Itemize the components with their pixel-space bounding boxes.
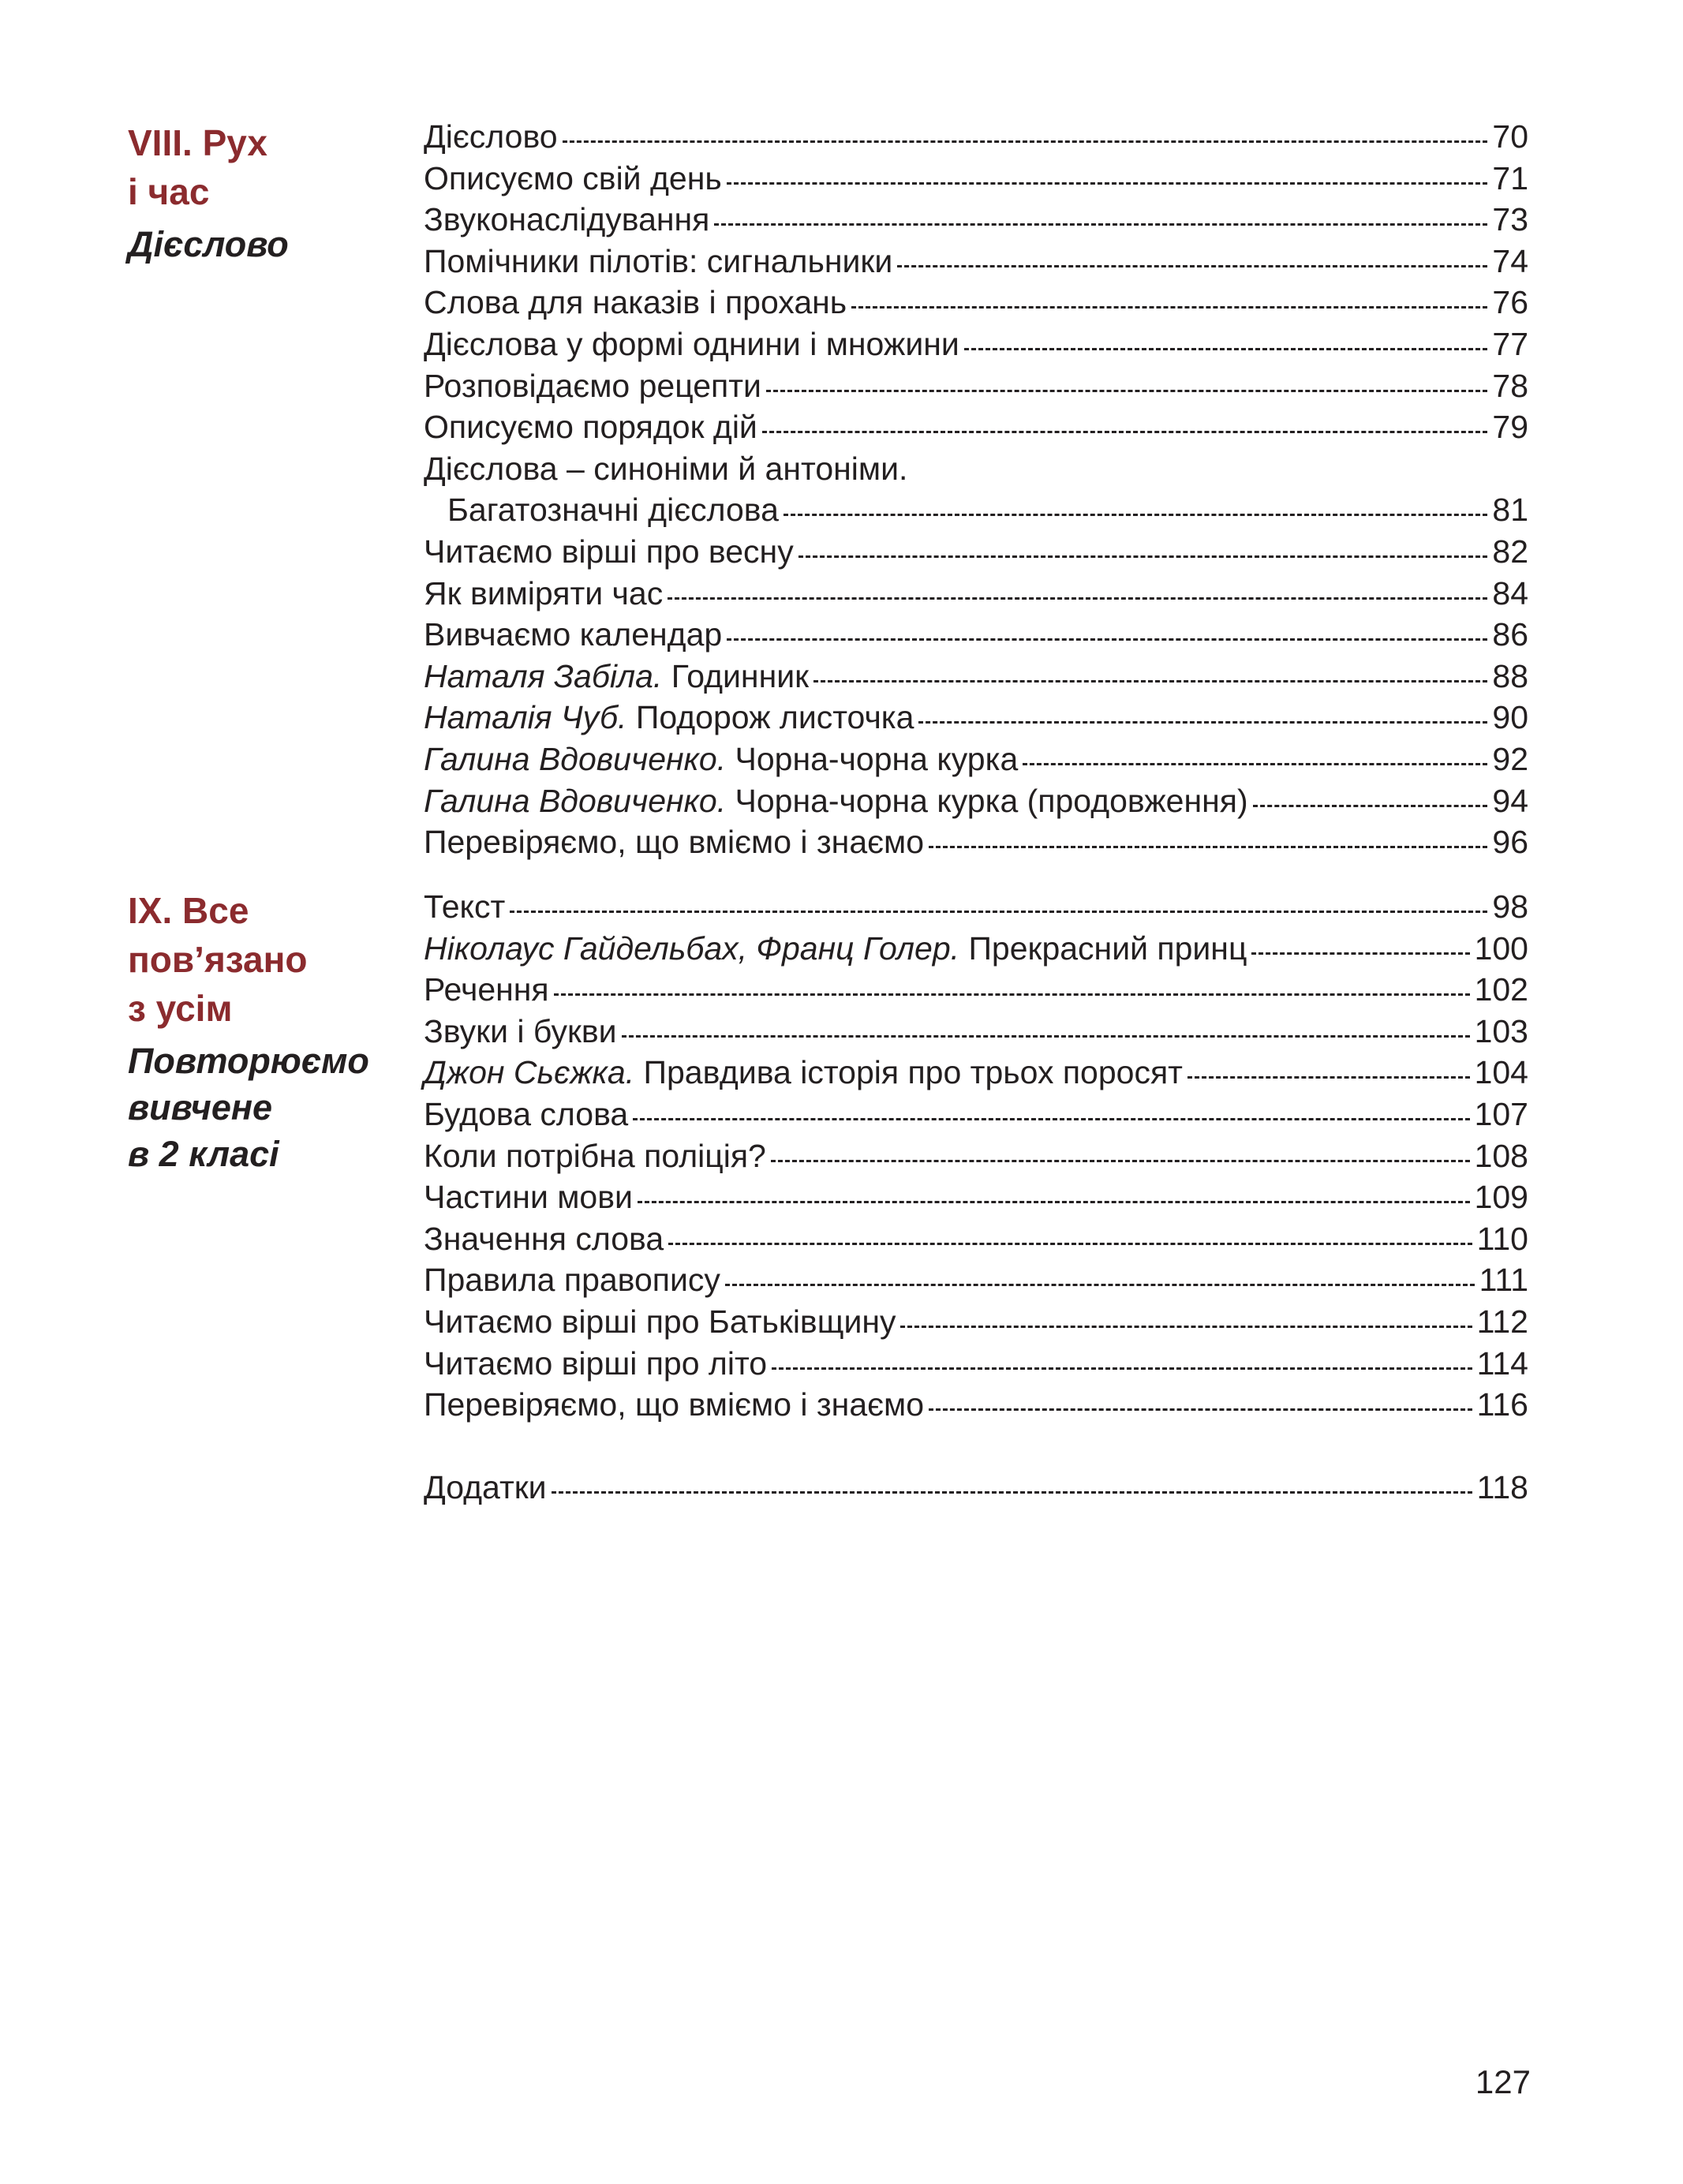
toc-entry[interactable] xyxy=(424,699,1528,741)
toc-entry[interactable] xyxy=(424,1138,1528,1180)
section-title: VIII. Рух і час xyxy=(128,122,267,212)
dot-leader xyxy=(813,680,1487,682)
dot-leader xyxy=(929,1408,1472,1411)
toc-entry-page: 79 xyxy=(1492,409,1528,446)
toc-entry[interactable] xyxy=(424,1096,1528,1138)
toc-entry-text xyxy=(424,1345,767,1382)
toc-entry-title: Звуки і букви xyxy=(424,1012,617,1049)
toc-entry[interactable] xyxy=(424,1386,1528,1428)
toc-entry-page: 71 xyxy=(1492,159,1528,196)
toc-entry[interactable] xyxy=(424,284,1528,326)
dot-leader xyxy=(918,721,1487,724)
toc-entry-text xyxy=(424,930,1247,967)
toc-entry[interactable] xyxy=(424,575,1528,617)
toc-entry-page: 86 xyxy=(1492,616,1528,653)
dot-leader xyxy=(1187,1076,1470,1079)
dot-leader xyxy=(552,1491,1472,1494)
toc-entry[interactable] xyxy=(424,1221,1528,1262)
dot-leader xyxy=(668,597,1487,600)
toc-entry[interactable] xyxy=(424,783,1528,825)
toc-entry[interactable] xyxy=(424,160,1528,202)
toc-entry-page: 111 xyxy=(1479,1262,1528,1299)
toc-entry-title: Додатки xyxy=(424,1469,547,1505)
toc-entry-page: 110 xyxy=(1476,1220,1528,1257)
toc-entry-title: Речення xyxy=(424,971,549,1008)
toc-entry-title: Правдива історія про трьох поросят xyxy=(643,1054,1183,1091)
section-8-toc xyxy=(424,118,1528,866)
toc-entry[interactable] xyxy=(424,533,1528,575)
toc-entry-text xyxy=(424,1386,924,1423)
dot-leader xyxy=(784,514,1487,516)
toc-entry-text xyxy=(424,243,892,280)
toc-entry-page: 74 xyxy=(1492,242,1528,279)
toc-entry-author: Ніколаус Гайдельбах, Франц Голер. xyxy=(424,929,960,967)
toc-entry-text xyxy=(424,1221,664,1258)
toc-entry-text xyxy=(424,1138,766,1175)
toc-entry-page: 107 xyxy=(1474,1095,1528,1132)
toc-entry-title: Помічники пілотів: сигнальники xyxy=(424,242,893,279)
toc-entry-appendix[interactable] xyxy=(424,1469,1528,1511)
toc-entry[interactable] xyxy=(424,1303,1528,1345)
toc-entry-page: 118 xyxy=(1476,1469,1528,1505)
toc-entry-text xyxy=(424,201,709,238)
toc-entry-title: Чорна-чорна курка (продовження) xyxy=(735,782,1248,819)
page-number: 127 xyxy=(1475,2063,1531,2100)
dot-leader xyxy=(762,431,1488,433)
toc-entry-author: Джон Сьєжка. xyxy=(424,1054,635,1091)
toc-entry-title: Прекрасний принц xyxy=(968,929,1247,967)
toc-entry[interactable] xyxy=(424,824,1528,866)
toc-entry-text xyxy=(447,492,779,529)
toc-entry-author: Наталя Забіла. xyxy=(424,657,663,694)
dot-leader xyxy=(727,638,1487,641)
toc-entry-page: 112 xyxy=(1476,1303,1528,1340)
dot-leader xyxy=(1253,805,1488,807)
toc-entry-title: Годинник xyxy=(671,657,810,694)
toc-entry-title: Читаємо вірші про весну xyxy=(424,533,794,570)
toc-entry-author: Галина Вдовиченко. xyxy=(424,740,727,777)
toc-entry-text xyxy=(424,160,722,197)
toc-entry-text xyxy=(424,1179,633,1216)
toc-entry-title: Описуємо свій день xyxy=(424,159,722,196)
toc-entry-title: Частини мови xyxy=(424,1179,633,1216)
toc-entry-page: 116 xyxy=(1476,1386,1528,1423)
dot-leader xyxy=(668,1243,1472,1245)
toc-entry-title: Значення слова xyxy=(424,1220,664,1257)
dot-leader xyxy=(1251,952,1469,955)
toc-entry-page: 88 xyxy=(1492,657,1528,694)
dot-leader xyxy=(929,846,1487,848)
toc-entry-title: Вивчаємо календар xyxy=(424,616,723,653)
toc-entry-text xyxy=(424,1303,896,1341)
toc-entry-title: Читаємо вірші про Батьківщину xyxy=(424,1303,896,1340)
toc-entry[interactable] xyxy=(424,930,1528,972)
toc-entry-text xyxy=(424,1262,720,1299)
toc-entry-page: 76 xyxy=(1492,284,1528,321)
dot-leader xyxy=(510,911,1487,913)
toc-entry-page: 81 xyxy=(1492,492,1528,529)
toc-entry-title: Коли потрібна поліція? xyxy=(424,1137,766,1174)
toc-entry[interactable] xyxy=(424,326,1528,368)
toc-entry-page: 104 xyxy=(1474,1054,1528,1091)
toc-entry[interactable] xyxy=(424,201,1528,243)
toc-entry-text xyxy=(424,409,757,446)
toc-entry-page: 114 xyxy=(1476,1344,1528,1382)
toc-entry-text xyxy=(424,783,1248,820)
toc-entry-text xyxy=(424,971,549,1008)
dot-leader xyxy=(771,1160,1470,1162)
toc-entry-page: 109 xyxy=(1474,1179,1528,1216)
toc-entry-page: 94 xyxy=(1492,782,1528,819)
dot-leader xyxy=(563,140,1488,143)
toc-entry-text xyxy=(424,326,959,363)
dot-leader xyxy=(851,306,1487,309)
section-subtitle: Дієслово xyxy=(128,224,289,264)
toc-entry-page: 100 xyxy=(1474,929,1528,967)
toc-entry-page: 92 xyxy=(1492,740,1528,777)
toc-entry-text xyxy=(424,741,1018,778)
dot-leader xyxy=(714,223,1487,226)
dot-leader xyxy=(964,348,1488,350)
toc-entry-page: 70 xyxy=(1492,118,1528,155)
toc-entry-page: 73 xyxy=(1492,201,1528,238)
toc-entry[interactable] xyxy=(424,888,1528,930)
toc-entry[interactable] xyxy=(424,658,1528,700)
toc-entry[interactable] xyxy=(424,243,1528,285)
toc-entry-text xyxy=(424,824,924,861)
toc-entry-title: Описуємо порядок дій xyxy=(424,409,757,446)
toc-entry-title: Подорож листочка xyxy=(635,699,914,736)
toc-entry-text xyxy=(424,284,847,321)
toc-entry[interactable] xyxy=(424,1345,1528,1387)
toc-entry-title: Перевіряємо, що вміємо і знаємо xyxy=(424,824,925,861)
toc-entry-page: 108 xyxy=(1474,1137,1528,1174)
dot-leader xyxy=(772,1367,1472,1370)
section-9-toc xyxy=(424,888,1528,1428)
toc-entry-title: Як виміряти час xyxy=(424,574,664,611)
toc-entry-title: Дієслова – синоніми й антоніми. xyxy=(424,450,908,487)
toc-entry-page: 98 xyxy=(1492,888,1528,925)
toc-entry-title: Текст xyxy=(424,888,506,925)
toc-entry[interactable] xyxy=(424,118,1528,160)
toc-entry[interactable] xyxy=(424,409,1528,451)
toc-entry[interactable] xyxy=(424,1013,1528,1055)
toc-entry-text xyxy=(424,1054,1183,1091)
dot-leader xyxy=(897,265,1487,267)
toc-entry[interactable] xyxy=(424,451,1528,492)
dot-leader xyxy=(554,993,1470,996)
dot-leader xyxy=(638,1201,1470,1203)
toc-entry[interactable] xyxy=(424,368,1528,410)
toc-entry[interactable] xyxy=(424,492,1528,533)
dot-leader xyxy=(727,182,1488,185)
toc-entry-text xyxy=(424,533,794,570)
toc-entry[interactable] xyxy=(424,741,1528,783)
toc-entry-text xyxy=(424,1096,628,1133)
dot-leader xyxy=(622,1035,1470,1038)
dot-leader xyxy=(1023,763,1487,765)
toc-entry-title: Правила правопису xyxy=(424,1262,720,1299)
toc-entry-text xyxy=(424,451,907,488)
toc-entry-title: Багатозначні дієслова xyxy=(447,492,779,529)
toc-entry-page: 78 xyxy=(1492,367,1528,404)
toc-entry-page: 77 xyxy=(1492,325,1528,362)
toc-entry-text xyxy=(424,699,914,736)
dot-leader xyxy=(900,1326,1472,1328)
toc-entry[interactable] xyxy=(424,971,1528,1013)
toc-entry-title: Будова слова xyxy=(424,1095,629,1132)
toc-entry-author: Наталія Чуб. xyxy=(424,699,627,736)
appendix-toc xyxy=(424,1469,1528,1511)
toc-entry-page: 90 xyxy=(1492,699,1528,736)
toc-entry-text xyxy=(424,616,722,653)
toc-entry-page: 96 xyxy=(1492,824,1528,861)
toc-entry[interactable] xyxy=(424,1179,1528,1221)
dot-leader xyxy=(633,1118,1469,1120)
toc-entry-text xyxy=(424,658,809,695)
toc-entry-text xyxy=(424,575,663,612)
toc-entry-title: Слова для наказів і прохань xyxy=(424,284,847,321)
toc-entry-title: Дієслово xyxy=(424,118,558,155)
section-9-heading xyxy=(128,886,412,1177)
section-title: IX. Все пов’язано з усім xyxy=(128,890,308,1029)
dot-leader xyxy=(725,1284,1475,1286)
toc-entry-title: Перевіряємо, що вміємо і знаємо xyxy=(424,1386,925,1423)
toc-entry[interactable] xyxy=(424,1054,1528,1096)
toc-entry-title: Дієслова у формі однини і множини xyxy=(424,325,959,362)
toc-entry-title: Чорна-чорна курка xyxy=(735,740,1019,777)
toc-entry-text xyxy=(424,118,558,155)
toc-entry-text xyxy=(424,888,505,926)
toc-entry-title: Розповідаємо рецепти xyxy=(424,367,761,404)
toc-entry-text xyxy=(424,1013,617,1050)
toc-entry[interactable] xyxy=(424,616,1528,658)
toc-entry-page: 82 xyxy=(1492,533,1528,570)
toc-entry-author: Галина Вдовиченко. xyxy=(424,782,727,819)
dot-leader xyxy=(798,555,1488,558)
toc-entry[interactable] xyxy=(424,1262,1528,1303)
toc-entry-page: 102 xyxy=(1474,971,1528,1008)
toc-entry-text xyxy=(424,368,761,405)
dot-leader xyxy=(766,390,1487,392)
toc-entry-page: 84 xyxy=(1492,574,1528,611)
toc-entry-page: 103 xyxy=(1474,1012,1528,1049)
section-subtitle: Повторюємо вивчене в 2 класі xyxy=(128,1041,369,1174)
section-8-heading xyxy=(128,118,412,267)
toc-entry-title: Звуконаслідування xyxy=(424,201,710,238)
toc-entry-title: Читаємо вірші про літо xyxy=(424,1344,768,1382)
